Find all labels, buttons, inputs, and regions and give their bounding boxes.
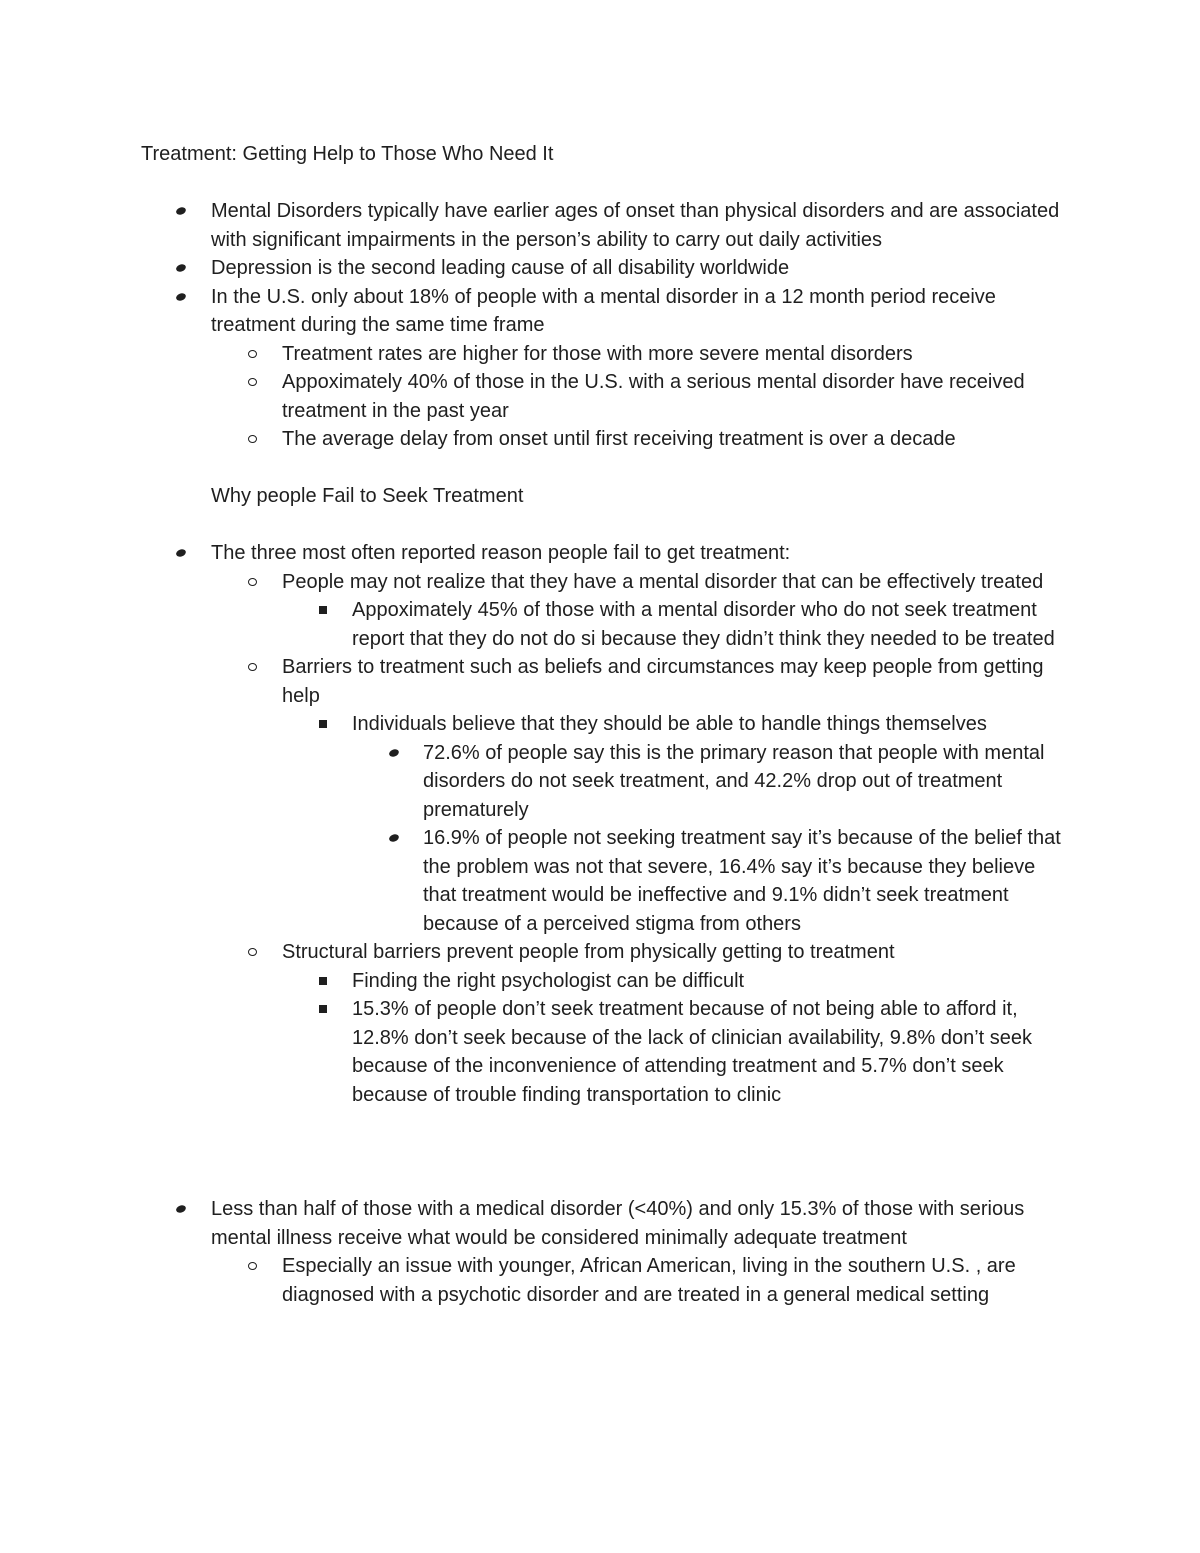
list-item: The three most often reported reason people fail to get treatment:: [0, 539, 1071, 568]
square-bullet-icon: [319, 720, 327, 728]
list-item: Treatment rates are higher for those with more severe mental disorders: [0, 340, 1071, 369]
list-item: 16.9% of people not seeking treatment say it’s because of the belief that the problem was not that severe, 16.4% say it’s because they believe that treatment would be ineffective and 9.1% didn’t seek treatment because of a perceived stigma from others: [0, 824, 1071, 938]
hollow-bullet-icon: [248, 578, 257, 586]
list-item: Barriers to treatment such as beliefs and circumstances may keep people from getting help: [0, 653, 1071, 710]
list-item: People may not realize that they have a mental disorder that can be effectively treated: [0, 568, 1071, 597]
bullet-icon: [175, 263, 187, 273]
hollow-bullet-icon: [248, 663, 257, 671]
list-item: 72.6% of people say this is the primary reason that people with mental disorders do not seek treatment, and 42.2% drop out of treatment prematurely: [0, 739, 1071, 825]
bullet-icon: [388, 748, 400, 758]
hollow-bullet-icon: [248, 350, 257, 358]
page-title: Treatment: Getting Help to Those Who Need It: [141, 143, 554, 165]
bullet-icon: [175, 292, 187, 302]
square-bullet-icon: [319, 606, 327, 614]
hollow-bullet-icon: [248, 435, 257, 443]
list-item: Depression is the second leading cause of all disability worldwide: [0, 254, 1071, 283]
square-bullet-icon: [319, 1005, 327, 1013]
list-item: Finding the right psychologist can be difficult: [0, 967, 1071, 996]
list-item: 15.3% of people don’t seek treatment because of not being able to afford it, 12.8% don’t seek because of the lack of clinician availability, 9.8% don’t seek because of the inconvenience of attending treatment and 5.7% don’t seek because of trouble finding transportation to clinic: [0, 995, 1071, 1109]
list-section-1: [0, 197, 1200, 454]
bullet-icon: [175, 1204, 187, 1214]
list-item: Appoximately 45% of those with a mental disorder who do not seek treatment report that they do not do si because they didn’t think they needed to be treated: [0, 596, 1071, 653]
section-heading: Why people Fail to Seek Treatment: [211, 485, 524, 507]
list-item: Individuals believe that they should be able to handle things themselves: [0, 710, 1071, 739]
bullet-icon: [175, 206, 187, 216]
list-item: Mental Disorders typically have earlier ages of onset than physical disorders and are associated with significant impairments in the person’s ability to carry out daily activities: [0, 197, 1071, 254]
bullet-icon: [388, 833, 400, 843]
hollow-bullet-icon: [248, 378, 257, 386]
list-item: The average delay from onset until first receiving treatment is over a decade: [0, 425, 1071, 454]
list-item: Structural barriers prevent people from physically getting to treatment: [0, 938, 1071, 967]
square-bullet-icon: [319, 977, 327, 985]
hollow-bullet-icon: [248, 948, 257, 956]
list-item: Especially an issue with younger, African American, living in the southern U.S. , are diagnosed with a psychotic disorder and are treated in a general medical setting: [0, 1252, 1071, 1309]
list-item: In the U.S. only about 18% of people with a mental disorder in a 12 month period receive treatment during the same time frame: [0, 283, 1071, 340]
bullet-icon: [175, 548, 187, 558]
list-item: Less than half of those with a medical disorder (<40%) and only 15.3% of those with serious mental illness receive what would be considered minimally adequate treatment: [0, 1195, 1071, 1252]
list-section-3: [0, 1195, 1200, 1309]
list-section-2: [0, 539, 1200, 1109]
list-item: Appoximately 40% of those in the U.S. with a serious mental disorder have received treatment in the past year: [0, 368, 1071, 425]
hollow-bullet-icon: [248, 1262, 257, 1270]
